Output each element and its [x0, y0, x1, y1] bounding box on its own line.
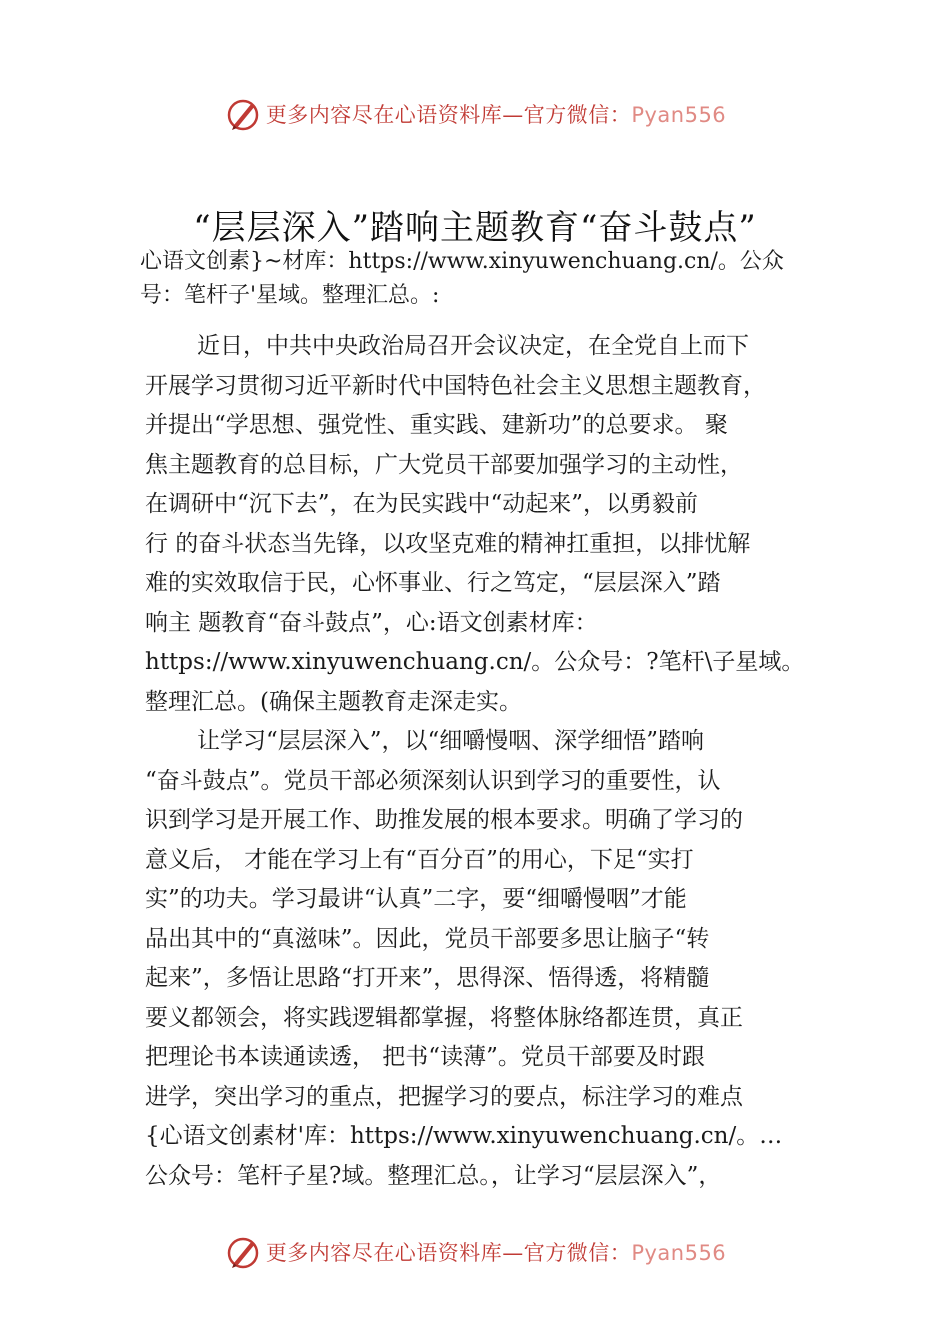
- source-note: [140, 245, 840, 313]
- body-line: 开展学习贯彻习近平新时代中国特色社会主义思想主题教育，: [145, 372, 766, 399]
- pen-logo-icon: [224, 1233, 262, 1271]
- body-line: 实”的功夫。学习最讲“认真”二字，要“细嚼慢咽”才能: [145, 886, 687, 912]
- body-line: 响主 题教育“奋斗鼓点”，心:语文创素材库：: [145, 609, 598, 636]
- body-line: 公众号：笔杆子星?域。整理汇总。，让学习“层层深入”，: [145, 1162, 722, 1189]
- body-line: 难的实效取信于民，心怀事业、行之笃定，“层层深入”踏: [145, 570, 721, 596]
- body-line: {心语文创素材'库：https://www.xinyuwenchuang.cn/。…: [145, 1123, 783, 1149]
- article-body: [145, 327, 825, 1196]
- body-line: 把理论书本读通读透， 把书“读薄”。党员干部要及时跟: [145, 1044, 705, 1070]
- body-line: 近日，中共中央政治局召开会议决定，在全党自上而下: [197, 333, 749, 359]
- body-line: 焦主题教育的总目标，广大党员干部要加强学习的主动性，: [145, 451, 743, 478]
- page-title: “层层深入”踏响主题教育“奋斗鼓点”: [193, 208, 757, 248]
- body-line: 进学，突出学习的重点，把握学习的要点，标注学习的难点: [145, 1083, 743, 1110]
- source-line: 号：笔杆子'星域。整理汇总。:: [140, 283, 440, 308]
- body-line: https://www.xinyuwenchuang.cn/。公众号：?笔杆\子星域。: [145, 649, 805, 675]
- wechat-id: Pyan556: [631, 1241, 727, 1265]
- header-banner: [0, 94, 950, 134]
- footer-banner: [0, 1232, 950, 1272]
- body-line: 让学习“层层深入”，以“细嚼慢咽、深学细悟”踏响: [197, 728, 705, 754]
- body-line: 并提出“学思想、强党性、重实践、建新功”的总要求。 聚: [145, 412, 728, 438]
- banner-text: 更多内容尽在心语资料库—官方微信：Pyan556: [265, 103, 727, 127]
- body-line: 要义都领会，将实践逻辑都掌握，将整体脉络都连贯，真正: [145, 1004, 743, 1031]
- body-line: 起来”，多悟让思路“打开来”，思得深、悟得透，将精髓: [145, 965, 710, 991]
- body-line: 识到学习是开展工作、助推发展的根本要求。明确了学习的: [145, 807, 743, 833]
- banner-text: 更多内容尽在心语资料库—官方微信：Pyan556: [265, 1241, 727, 1265]
- body-line: 在调研中“沉下去”，在为民实践中“动起来”，以勇毅前: [145, 491, 699, 517]
- body-line: 行 的奋斗状态当先锋，以攻坚克难的精神扛重担，以排忧解: [145, 530, 751, 557]
- body-line: “奋斗鼓点”。党员干部必须深刻认识到学习的重要性，认: [145, 767, 721, 794]
- body-line: 品出其中的“真滋味”。因此，党员干部要多思让脑子“转: [145, 925, 710, 952]
- source-line: 心语文创素}~材库：https://www.xinyuwenchuang.cn/。公众: [140, 249, 784, 274]
- body-line: 整理汇总。(确保主题教育走深走实。: [145, 688, 522, 715]
- wechat-id: Pyan556: [631, 103, 727, 127]
- body-line: 意义后， 才能在学习上有“百分百”的用心，下足“实打: [145, 846, 694, 873]
- pen-logo-icon: [224, 95, 262, 133]
